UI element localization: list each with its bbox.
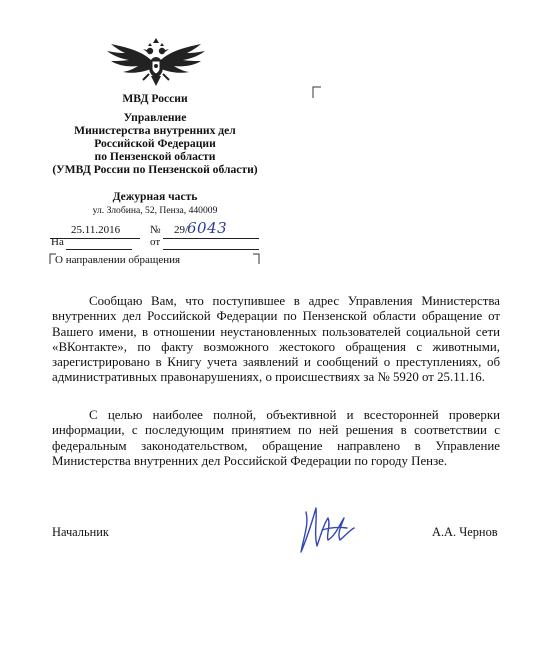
- org-short-name: МВД России: [122, 92, 188, 105]
- eagle-emblem-icon: [105, 34, 207, 90]
- incoming-na-label: На: [51, 236, 64, 248]
- department-address: ул. Злобина, 52, Пенза, 440009: [92, 205, 218, 216]
- reg-date: 25.11.2016: [71, 224, 121, 236]
- org-line-1: Управление: [123, 111, 187, 124]
- signer-name: А.А. Чернов: [432, 525, 498, 539]
- body-paragraph-2: С целью наиболее полной, объективной и всесторонней проверки информации, с последующим принятием по ней решения в соответствии с федеральным законодательством, обращение направлено в Управление Министерства внутренних дел Российской Федерации по городу Пензе.: [52, 408, 500, 468]
- reg-number: 29/: [174, 224, 189, 236]
- org-line-5: (УМВД России по Пензенской области): [52, 163, 258, 176]
- org-line-3: Российской Федерации: [94, 137, 216, 150]
- signer-position: Начальник: [52, 525, 109, 539]
- org-line-4: по Пензенской области: [94, 150, 216, 163]
- department-name: Дежурная часть: [112, 190, 198, 203]
- reg-number-handwritten: 6043: [187, 219, 228, 237]
- subject-right-bracket-icon: [252, 253, 260, 265]
- incoming-ot-label: от: [150, 236, 161, 248]
- body-paragraph-1: Сообщаю Вам, что поступившее в адрес Управления Министерства внутренних дел Российской Федерации по Пензенской области обращение от Вашего имени, в отношении неустановленных пользователей социальной сети «ВКонтакте», по факту возможного жестокого обращения с животными, зарегистрировано в Книгу учета заявлений и сообщений о преступлениях, об административных правонарушениях, о происшествиях за № 5920 от 25.11.16.: [52, 294, 500, 385]
- reg-number-label: №: [150, 224, 161, 236]
- handwritten-signature: [292, 500, 358, 560]
- subject-line: О направлении обращения: [55, 254, 181, 266]
- address-corner-mark-icon: [312, 86, 322, 98]
- org-line-2: Министерства внутренних дел: [74, 124, 236, 137]
